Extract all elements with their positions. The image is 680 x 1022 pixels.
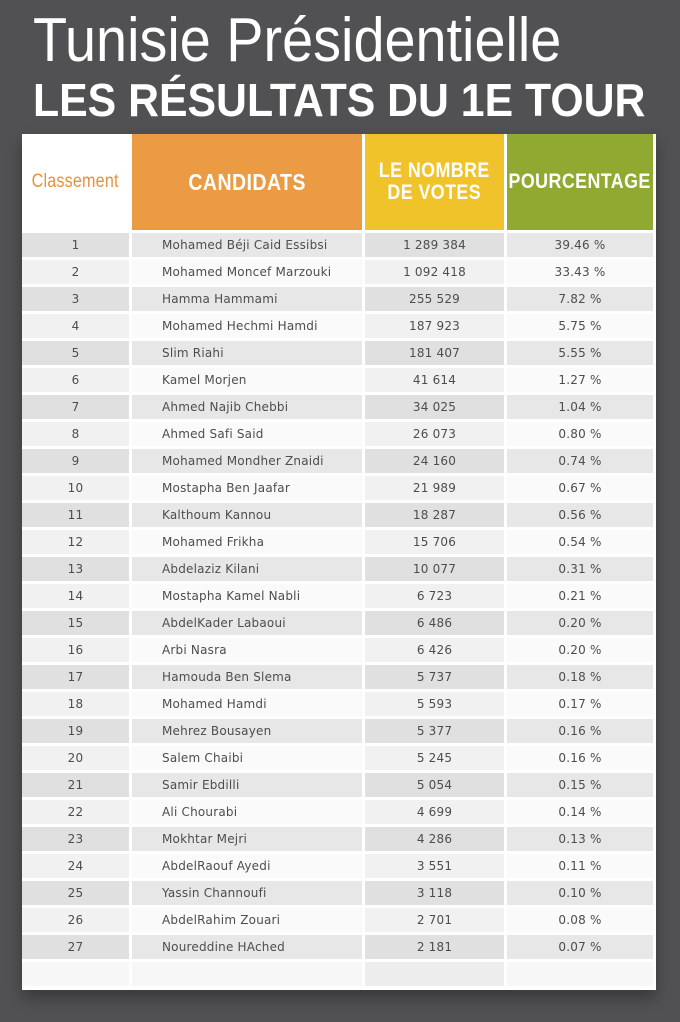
candidate-name-cell: Ahmed Safi Said bbox=[132, 422, 362, 446]
votes-cell: 4 286 bbox=[365, 827, 504, 851]
candidate-name-cell: Mehrez Bousayen bbox=[132, 719, 362, 743]
rank-cell: 25 bbox=[22, 881, 129, 905]
votes-cell: 2 701 bbox=[365, 908, 504, 932]
votes-cell: 41 614 bbox=[365, 368, 504, 392]
rank-cell: 26 bbox=[22, 908, 129, 932]
percentage-cell: 0.13 % bbox=[507, 827, 653, 851]
percentage-cell: 0.16 % bbox=[507, 746, 653, 770]
votes-cell: 24 160 bbox=[365, 449, 504, 473]
candidate-name-cell: Noureddine HAched bbox=[132, 935, 362, 959]
candidate-name-cell: Mostapha Kamel Nabli bbox=[132, 584, 362, 608]
votes-cell: 5 377 bbox=[365, 719, 504, 743]
rank-cell: 15 bbox=[22, 611, 129, 635]
rank-cell: 9 bbox=[22, 449, 129, 473]
percentage-cell: 33.43 % bbox=[507, 260, 653, 284]
votes-cell: 1 289 384 bbox=[365, 233, 504, 257]
candidate-name-cell: Mokhtar Mejri bbox=[132, 827, 362, 851]
votes-cell: 5 737 bbox=[365, 665, 504, 689]
percentage-cell: 0.14 % bbox=[507, 800, 653, 824]
rank-cell: 21 bbox=[22, 773, 129, 797]
votes-cell: 18 287 bbox=[365, 503, 504, 527]
percentage-cell: 0.31 % bbox=[507, 557, 653, 581]
results-table bbox=[22, 134, 656, 990]
column-header-votes-label bbox=[379, 160, 490, 204]
rank-cell: 22 bbox=[22, 800, 129, 824]
column-header-votes-line1: LE NOMBRE bbox=[379, 158, 490, 182]
percentage-cell: 5.75 % bbox=[507, 314, 653, 338]
percentage-cell: 0.08 % bbox=[507, 908, 653, 932]
footer-empty-cell bbox=[507, 962, 653, 986]
column-header-votes bbox=[365, 134, 504, 230]
column-header-votes-line2: DE VOTES bbox=[387, 181, 482, 204]
rank-cell: 24 bbox=[22, 854, 129, 878]
votes-cell: 181 407 bbox=[365, 341, 504, 365]
rank-cell: 18 bbox=[22, 692, 129, 716]
rank-cell: 1 bbox=[22, 233, 129, 257]
column-header-candidats-label: CANDIDATS bbox=[188, 168, 306, 195]
percentage-cell: 0.80 % bbox=[507, 422, 653, 446]
column-header-candidats bbox=[132, 134, 362, 230]
percentage-cell: 0.56 % bbox=[507, 503, 653, 527]
footer-empty-cell bbox=[22, 962, 129, 986]
votes-cell: 3 118 bbox=[365, 881, 504, 905]
candidate-name-cell: AbdelKader Labaoui bbox=[132, 611, 362, 635]
rank-cell: 19 bbox=[22, 719, 129, 743]
candidate-name-cell: Mohamed Mondher Znaidi bbox=[132, 449, 362, 473]
rank-cell: 2 bbox=[22, 260, 129, 284]
percentage-cell: 39.46 % bbox=[507, 233, 653, 257]
candidate-name-cell: Mohamed Hamdi bbox=[132, 692, 362, 716]
percentage-cell: 1.27 % bbox=[507, 368, 653, 392]
votes-cell: 255 529 bbox=[365, 287, 504, 311]
percentage-cell: 0.20 % bbox=[507, 638, 653, 662]
rank-cell: 12 bbox=[22, 530, 129, 554]
rank-cell: 20 bbox=[22, 746, 129, 770]
percentage-cell: 0.54 % bbox=[507, 530, 653, 554]
results-grid bbox=[22, 134, 656, 990]
rank-cell: 6 bbox=[22, 368, 129, 392]
footer-empty-cell bbox=[365, 962, 504, 986]
percentage-cell: 5.55 % bbox=[507, 341, 653, 365]
candidate-name-cell: Kalthoum Kannou bbox=[132, 503, 362, 527]
rank-cell: 4 bbox=[22, 314, 129, 338]
votes-cell: 34 025 bbox=[365, 395, 504, 419]
candidate-name-cell: Kamel Morjen bbox=[132, 368, 362, 392]
rank-cell: 10 bbox=[22, 476, 129, 500]
candidate-name-cell: Salem Chaibi bbox=[132, 746, 362, 770]
votes-cell: 5 245 bbox=[365, 746, 504, 770]
votes-cell: 4 699 bbox=[365, 800, 504, 824]
percentage-cell: 0.67 % bbox=[507, 476, 653, 500]
votes-cell: 3 551 bbox=[365, 854, 504, 878]
votes-cell: 21 989 bbox=[365, 476, 504, 500]
candidate-name-cell: Mohamed Frikha bbox=[132, 530, 362, 554]
percentage-cell: 0.20 % bbox=[507, 611, 653, 635]
column-header-pourcentage bbox=[507, 134, 653, 230]
rank-cell: 17 bbox=[22, 665, 129, 689]
rank-cell: 23 bbox=[22, 827, 129, 851]
rank-cell: 16 bbox=[22, 638, 129, 662]
candidate-name-cell: Mohamed Béji Caid Essibsi bbox=[132, 233, 362, 257]
candidate-name-cell: Arbi Nasra bbox=[132, 638, 362, 662]
votes-cell: 187 923 bbox=[365, 314, 504, 338]
percentage-cell: 0.11 % bbox=[507, 854, 653, 878]
votes-cell: 10 077 bbox=[365, 557, 504, 581]
candidate-name-cell: Hamma Hammami bbox=[132, 287, 362, 311]
candidate-name-cell: Samir Ebdilli bbox=[132, 773, 362, 797]
votes-cell: 6 426 bbox=[365, 638, 504, 662]
percentage-cell: 7.82 % bbox=[507, 287, 653, 311]
candidate-name-cell: Slim Riahi bbox=[132, 341, 362, 365]
candidate-name-cell: AbdelRaouf Ayedi bbox=[132, 854, 362, 878]
candidate-name-cell: Mostapha Ben Jaafar bbox=[132, 476, 362, 500]
candidate-name-cell: Mohamed Hechmi Hamdi bbox=[132, 314, 362, 338]
rank-cell: 27 bbox=[22, 935, 129, 959]
rank-cell: 5 bbox=[22, 341, 129, 365]
votes-cell: 5 593 bbox=[365, 692, 504, 716]
percentage-cell: 0.16 % bbox=[507, 719, 653, 743]
percentage-cell: 0.15 % bbox=[507, 773, 653, 797]
percentage-cell: 0.10 % bbox=[507, 881, 653, 905]
candidate-name-cell: Hamouda Ben Slema bbox=[132, 665, 362, 689]
page-title: Tunisie Présidentielle bbox=[33, 6, 562, 75]
candidate-name-cell: Abdelaziz Kilani bbox=[132, 557, 362, 581]
percentage-cell: 1.04 % bbox=[507, 395, 653, 419]
percentage-cell: 0.17 % bbox=[507, 692, 653, 716]
rank-cell: 11 bbox=[22, 503, 129, 527]
candidate-name-cell: Ahmed Najib Chebbi bbox=[132, 395, 362, 419]
footer-empty-cell bbox=[132, 962, 362, 986]
votes-cell: 1 092 418 bbox=[365, 260, 504, 284]
candidate-name-cell: AbdelRahim Zouari bbox=[132, 908, 362, 932]
rank-cell: 13 bbox=[22, 557, 129, 581]
column-header-classement bbox=[22, 134, 129, 230]
percentage-cell: 0.07 % bbox=[507, 935, 653, 959]
title-block bbox=[33, 6, 663, 126]
rank-cell: 14 bbox=[22, 584, 129, 608]
candidate-name-cell: Mohamed Moncef Marzouki bbox=[132, 260, 362, 284]
votes-cell: 6 723 bbox=[365, 584, 504, 608]
candidate-name-cell: Yassin Channoufi bbox=[132, 881, 362, 905]
candidate-name-cell: Ali Chourabi bbox=[132, 800, 362, 824]
rank-cell: 7 bbox=[22, 395, 129, 419]
votes-cell: 5 054 bbox=[365, 773, 504, 797]
column-header-classement-label: Classement bbox=[32, 171, 119, 193]
votes-cell: 15 706 bbox=[365, 530, 504, 554]
votes-cell: 2 181 bbox=[365, 935, 504, 959]
votes-cell: 6 486 bbox=[365, 611, 504, 635]
page-subtitle: LES RÉSULTATS DU 1E TOUR bbox=[33, 74, 646, 126]
percentage-cell: 0.74 % bbox=[507, 449, 653, 473]
rank-cell: 3 bbox=[22, 287, 129, 311]
rank-cell: 8 bbox=[22, 422, 129, 446]
percentage-cell: 0.21 % bbox=[507, 584, 653, 608]
percentage-cell: 0.18 % bbox=[507, 665, 653, 689]
votes-cell: 26 073 bbox=[365, 422, 504, 446]
column-header-pourcentage-label: POURCENTAGE bbox=[508, 169, 652, 193]
